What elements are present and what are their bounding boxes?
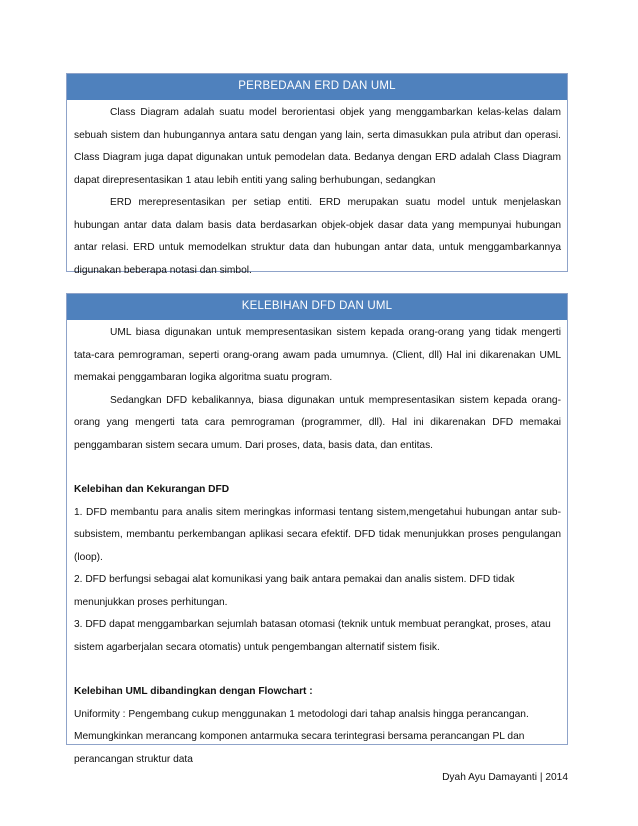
- section-body: [67, 100, 567, 282]
- section-title: KELEBIHAN DFD DAN UML: [67, 294, 567, 320]
- spacer: [74, 457, 561, 479]
- list-item: Memungkinkan merancang komponen antarmuka secara terintegrasi bersama perancangan PL dan perancangan struktur data: [74, 731, 525, 765]
- page-footer: Dyah Ayu Damayanti | 2014: [442, 772, 568, 783]
- list-item: 3. DFD dapat menggambarkan sejumlah batasan otomasi (teknik untuk membuat perangkat, proses, atau sistem agarberjalan secara otomatis) untuk pengembangan alternatif sistem fisik.: [74, 619, 551, 653]
- paragraph: Sedangkan DFD kebalikannya, biasa digunakan untuk mempresentasikan sistem kepada orang-orang yang mengerti tata cara pemrograman (programmer, dll). Hal ini dikarenakan DFD memakai penggambaran sistem secara umum. Dari proses, data, basis data, dan entitas.: [74, 394, 561, 451]
- paragraph: Class Diagram adalah suatu model berorientasi objek yang menggambarkan kelas-kelas dalam sebuah sistem dan hubungannya antara satu dengan yang lain, serta dimasukkan pula atribut dan operasi. Class Diagram juga dapat digunakan untuk pemodelan data. Bedanya dengan ERD adalah Class Diagram dapat direpresentasikan 1 atau lebih entiti yang saling berhubungan, sedangkan: [74, 107, 561, 186]
- list-item: 1. DFD membantu para analis sitem meringkas informasi tentang sistem,mengetahui hubungan antar sub-subsistem, membantu perkembangan aplikasi secara efektif. DFD tidak menunjukkan proses pengulangan (loop).: [74, 506, 561, 563]
- section-body: [67, 320, 567, 771]
- paragraph: UML biasa digunakan untuk mempresentasikan sistem kepada orang-orang yang tidak mengerti tata-cara pemrograman, seperti orang-orang awam pada umumnya. (Client, dll) Hal ini dikarenakan UML memakai penggambaran logika algoritma suatu program.: [74, 327, 561, 383]
- paragraph: ERD merepresentasikan per setiap entiti. ERD merupakan suatu model untuk menjelaskan hubungan antar data dalam basis data berdasarkan objek-objek dasar data yang mempunyai hubungan antar relasi. ERD untuk memodelkan struktur data dan hubungan antar data, untuk menggambarkannya digunakan beberapa notasi dan simbol.: [74, 197, 561, 276]
- section-box-kelebihan: [66, 293, 568, 765]
- list-item: Uniformity : Pengembang cukup menggunakan 1 metodologi dari tahap analsis hingga perancangan.: [74, 708, 529, 720]
- spacer: [74, 659, 561, 681]
- section-box-perbedaan: [66, 73, 568, 276]
- dfd-heading: Kelebihan dan Kekurangan DFD: [74, 484, 230, 495]
- list-item: 2. DFD berfungsi sebagai alat komunikasi yang baik antara pemakai dan analis sistem. DFD tidak menunjukkan proses perhitungan.: [74, 574, 515, 608]
- section-title: PERBEDAAN ERD DAN UML: [67, 74, 567, 100]
- uml-heading: Kelebihan UML dibandingkan dengan Flowchart :: [74, 686, 313, 697]
